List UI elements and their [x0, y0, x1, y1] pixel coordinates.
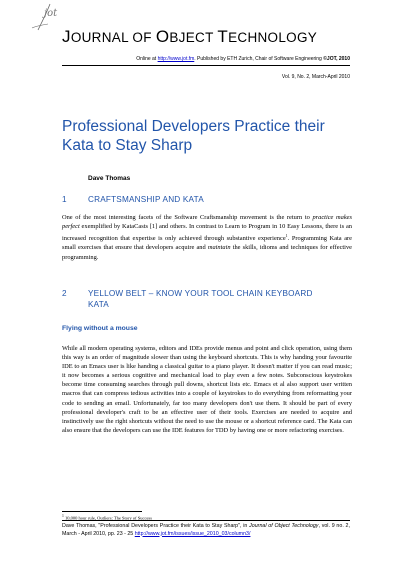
footnote: $^1$ 10,000 hour rule, Outliers: The Story of Success — [62, 514, 153, 521]
footnote-divider — [62, 511, 142, 512]
paper-title: Professional Developers Practice their Kata to Stay Sharp — [62, 118, 325, 154]
footnote-ref: 1 — [285, 233, 288, 239]
section-1-paragraph: One of the most interesting facets of the Software Craftsmanship movement is the return to practice makes perfect exemplified by KataCasts [1] and others. In contrast to Learn to Program in 10 Easy Lessons, there is an increased recognition that expertise is only achieved through substantive experience$^1$. Programming Kata are small exercises that ensure that developers acquire and maintain the skills, idioms and techniques for effective programming. — [62, 214, 353, 261]
logo-text: jot — [44, 8, 58, 19]
header-divider — [62, 65, 350, 66]
section-2-paragraph: While all modern operating systems, editors and IDEs provide menus and point and click operation, using them this way is an order of magnitude slower than using the keyboard shortcuts. This is why handing your favourite IDE to an Emacs user is like handing a classical guitar to a piano player. It doesn't matter if you can read music; it now becomes a serious cognitive and mechanical load to play even a few notes. Subconscious keystrokes become time consuming searches through pull downs, shortcut lists etc. Emacs et al also support user written macros that can compress tedious activities into a couple of keystrokes to do everything from reformatting your code to sending an email. Unfortunately, far too many developers don't use them. It should be part of every professional developer's craft to be an effective user of their tools. Exercises are needed to acquire and instinctively use the right shortcuts without the need to use the mouse or a shortcut reference card. The Kata can also ensure that the developers can use the IDE features for TDD by having one or more refactoring exercises. — [62, 345, 352, 434]
citation: Dave Thomas, "Professional Developers Practice their Kata to Stay Sharp", in Journal of Object Technology, vol. 9 no. 2, March - April 2010, pp. 23 - 25 http://www.jot.fm/issues/issue_2010_03/column3/ — [62, 523, 350, 537]
section-heading-1: 1 CRAFTSMANSHIP AND KATA — [62, 195, 204, 204]
citation-link[interactable]: http://www.jot.fm/issues/issue_2010_03/column3/ — [134, 530, 251, 537]
section-heading-2: 2 YELLOW BELT – KNOW YOUR TOOL CHAIN KEYBOARD KATA — [62, 289, 313, 309]
subsection-heading: Flying without a mouse — [62, 325, 138, 332]
volume-info: Vol. 9, No. 2, March-April 2010 — [281, 74, 350, 80]
citation-divider — [62, 520, 350, 521]
publication-line: Online at http://www.jot.fm. Published by ETH Zurich, Chair of Software Engineering ©JOT, 2010 — [136, 56, 350, 62]
author-name: Dave Thomas — [88, 175, 131, 182]
journal-title: JOURNAL OF OBJECT TECHNOLOGY — [62, 27, 318, 46]
journal-link[interactable]: http://www.jot.fm — [157, 56, 195, 62]
